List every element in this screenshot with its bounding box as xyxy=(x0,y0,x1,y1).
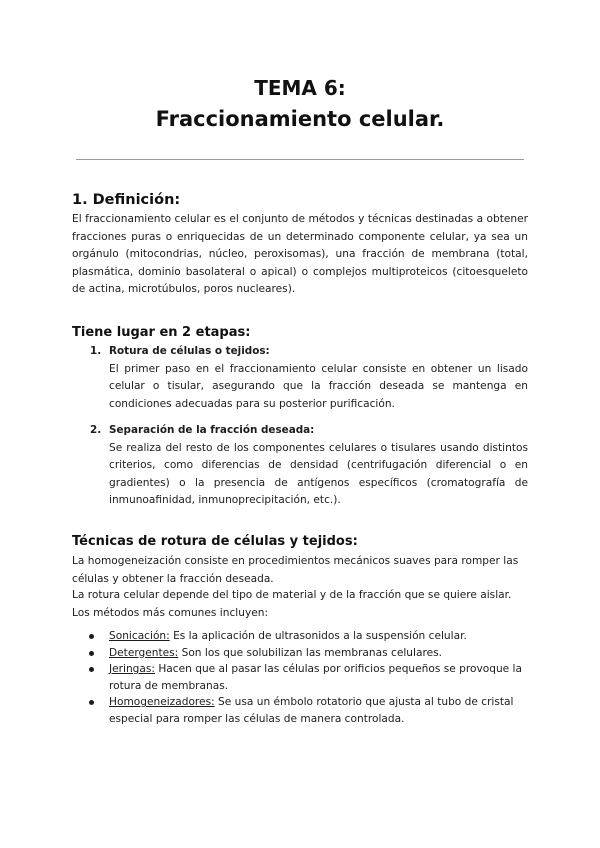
definition-paragraph: El fraccionamiento celular es el conjunto de métodos y técnicas destinadas a obtener fracciones puras o enriquecidas de un determinado componente celular, ya sea un orgánulo (mitocondrias, núcleo, peroxisomas), una fracción de membrana (total, plasmática, dominio basolateral o apical) o complejos multiproteicos (citoesqueleto de actina, microtúbulos, poros nucleares). xyxy=(72,213,528,295)
definition-heading: 1. Definición: xyxy=(72,192,181,208)
list-item xyxy=(72,645,528,662)
stage-description: Se realiza del resto de los componentes celulares o tisulares usando distintos criterios, como diferencias de densidad (centrifugación diferencial o en gradientes) o la presencia de antígenos específicos (cromatografía de inmunoafinidad, inmunoprecipitación, etc.). xyxy=(109,442,528,506)
stage-number: 2. xyxy=(90,424,102,436)
bullet-icon xyxy=(89,634,94,639)
list-item-term: Homogeneizadores: xyxy=(109,696,215,709)
stage-title: Rotura de células o tejidos: xyxy=(109,345,270,357)
techniques-heading: Técnicas de rotura de células y tejidos: xyxy=(72,534,358,549)
techniques-paragraph-2: La rotura celular depende del tipo de material y de la fracción que se quiere aislar. Los métodos más comunes incluyen: xyxy=(72,589,512,619)
bullet-icon xyxy=(89,700,94,705)
list-item-term: Detergentes: xyxy=(109,646,179,659)
stage-number: 1. xyxy=(90,345,102,357)
list-item-text: Son los que solubilizan las membranas celulares. xyxy=(178,646,442,659)
list-item xyxy=(72,661,528,694)
title-divider xyxy=(76,159,524,160)
page-title: Fraccionamiento celular. xyxy=(155,107,445,131)
list-item-term: Jeringas: xyxy=(109,663,155,676)
list-item xyxy=(72,628,528,645)
list-item xyxy=(72,694,528,727)
list-item-text: Hacen que al pasar las células por orificios pequeños se provoque la rotura de membranas. xyxy=(109,663,522,692)
stage-description: El primer paso en el fraccionamiento celular consiste en obtener un lisado celular o tisular, asegurando que la fracción deseada se mantenga en condiciones adecuadas para su posterior purificación. xyxy=(109,363,528,410)
list-item-text: Es la aplicación de ultrasonidos a la suspensión celular. xyxy=(169,630,467,642)
list-item-text: Se usa un émbolo rotatorio que ajusta al tubo de cristal especial para romper las células de manera controlada. xyxy=(109,696,514,725)
stage-title: Separación de la fracción deseada: xyxy=(109,424,315,436)
techniques-paragraph-1: La homogeneización consiste en procedimientos mecánicos suaves para romper las células y obtener la fracción deseada. xyxy=(72,555,519,585)
list-item-term: Sonicación: xyxy=(109,630,170,642)
stages-heading: Tiene lugar en 2 etapas: xyxy=(72,325,251,340)
bullet-icon xyxy=(89,651,94,656)
techniques-list xyxy=(72,628,528,728)
topic-number: TEMA 6: xyxy=(254,76,346,100)
bullet-icon xyxy=(89,667,94,672)
